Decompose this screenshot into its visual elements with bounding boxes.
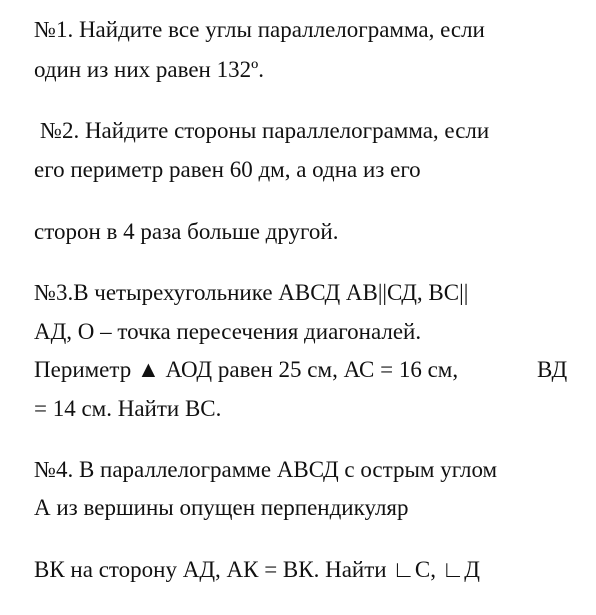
problem-2-line-1: №2. Найдите стороны параллелограмма, если (40, 118, 490, 143)
problem-3-line-4: = 14 см. Найти ВС. (34, 396, 222, 421)
problem-3-line-3-end: ВД (537, 357, 568, 382)
problem-4-line-3: ВК на сторону АД, АК = ВК. Найти ∟С, ∟Д (34, 557, 480, 582)
problem-1-line-2: один из них равен 132º. (34, 57, 264, 82)
problem-3-line-1: №3.В четырехугольнике АВСД АВ||СД, ВС|| (34, 280, 469, 305)
problem-3-line-2: АД, О – точка пересечения диагоналей. (34, 319, 422, 344)
problem-2-line-3: сторон в 4 раза больше другой. (34, 219, 339, 244)
problem-4-line-2: А из вершины опущен перпендикуляр (34, 495, 409, 520)
problem-3-line-3: Периметр ▲ АОД равен 25 см, АС = 16 см, (34, 357, 459, 382)
problem-4-line-1: №4. В параллелограмме АВСД с острым углом (34, 457, 498, 482)
problem-1-line-1: №1. Найдите все углы параллелограмма, если (34, 17, 485, 42)
problem-2-line-2: его периметр равен 60 дм, а одна из его (34, 157, 421, 182)
